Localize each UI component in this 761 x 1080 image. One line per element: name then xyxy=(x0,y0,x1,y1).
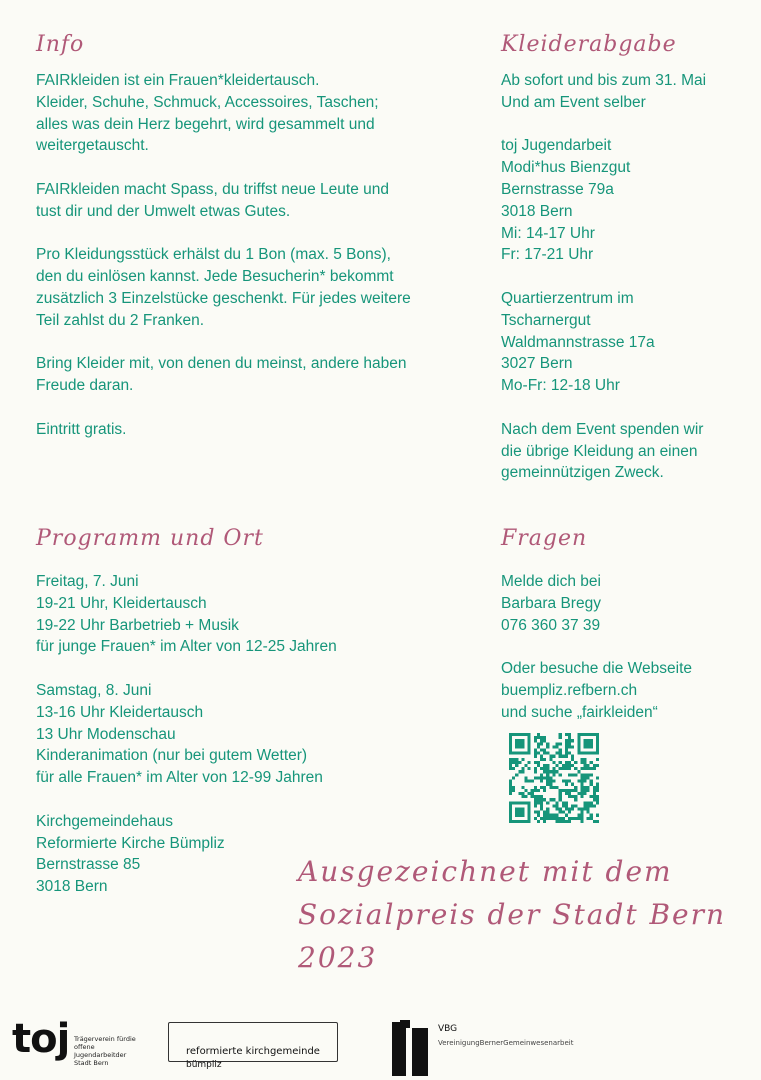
text-line: 076 360 37 39 xyxy=(501,616,601,634)
text-line: Oder besuche die Webseite xyxy=(501,660,692,678)
text-line xyxy=(501,114,706,136)
info-heading: Info xyxy=(36,32,85,57)
text-line xyxy=(36,658,337,680)
text-line: Sozialpreis der Stadt Bern xyxy=(298,898,727,931)
text-line: Fr: 17-21 Uhr xyxy=(501,246,594,264)
vbg-mark-icon xyxy=(392,1020,432,1076)
text-line: Barbara Bregy xyxy=(501,594,601,612)
text-line xyxy=(36,789,337,811)
toj-subtitle xyxy=(74,1035,142,1067)
text-line: Eintritt gratis. xyxy=(36,420,127,438)
text-line: Freude daran. xyxy=(36,377,134,395)
text-line: Tscharnergut xyxy=(501,311,591,329)
text-line xyxy=(36,157,411,179)
text-line: gemeinnützigen Zweck. xyxy=(501,464,664,482)
text-line: Kleider, Schuhe, Schmuck, Accessoires, Taschen; xyxy=(36,93,379,111)
text-line xyxy=(501,266,706,288)
text-line: die offene Jugendarbeit xyxy=(74,1035,136,1059)
text-line: die übrige Kleidung an einen xyxy=(501,442,698,460)
text-line: Berner xyxy=(479,1039,504,1047)
programm-heading: Programm und Ort xyxy=(36,526,264,551)
text-line: alles was dein Herz begehrt, wird gesammelt und xyxy=(36,115,375,133)
text-line: Ausgezeichnet mit dem xyxy=(298,855,673,888)
text-line xyxy=(501,397,706,419)
vbg-abbr: VBG xyxy=(438,1024,458,1034)
text-line xyxy=(501,636,692,658)
text-line: weitergetauscht. xyxy=(36,137,149,155)
text-line: 13-16 Uhr Kleidertausch xyxy=(36,703,204,721)
text-line: und suche „fairkleiden“ xyxy=(501,703,658,721)
text-line xyxy=(36,397,411,419)
toj-mark: toj xyxy=(12,1016,70,1062)
text-line: buempliz.refbern.ch xyxy=(501,681,638,699)
kleiderabgabe-heading: Kleiderabgabe xyxy=(501,32,677,57)
kirchgemeinde-place: bümpliz xyxy=(186,1060,222,1070)
text-line: Freitag, 7. Juni xyxy=(36,573,139,590)
text-line: tust dir und der Umwelt etwas Gutes. xyxy=(36,202,291,220)
text-line xyxy=(36,223,411,245)
text-line: Waldmannstrasse 17a xyxy=(501,333,655,351)
text-line xyxy=(36,332,411,354)
text-line: Bernstrasse 79a xyxy=(501,180,614,198)
text-line: Bernstrasse 85 xyxy=(36,856,141,874)
text-line: FAIRkleiden ist ein Frauen*kleidertausch. xyxy=(36,72,320,89)
text-line: Kinderanimation (nur bei gutem Wetter) xyxy=(36,747,308,765)
text-line: Nach dem Event spenden wir xyxy=(501,420,704,438)
fragen-text xyxy=(501,571,692,724)
text-line: toj Jugendarbeit xyxy=(501,137,612,155)
qr-code-icon[interactable] xyxy=(509,733,599,823)
text-line: Modi*hus Bienzgut xyxy=(501,159,631,177)
text-line: Melde dich bei xyxy=(501,573,601,590)
text-line: 13 Uhr Modenschau xyxy=(36,725,176,743)
text-line: 19-21 Uhr, Kleidertausch xyxy=(36,594,207,612)
text-line: Pro Kleidungsstück erhälst du 1 Bon (max. 5 Bons), xyxy=(36,246,391,264)
programm-text xyxy=(36,571,337,898)
text-line: 3018 Bern xyxy=(501,202,573,220)
kleiderabgabe-text xyxy=(501,70,706,484)
text-line: 3018 Bern xyxy=(36,878,108,896)
vbg-logo xyxy=(392,1020,574,1076)
text-line: Ab sofort und bis zum 31. Mai xyxy=(501,72,707,89)
text-line: den du einlösen kannst. Jede Besucherin* bekommt xyxy=(36,268,394,286)
text-line: Samstag, 8. Juni xyxy=(36,681,152,699)
info-text xyxy=(36,70,411,441)
kirchgemeinde-logo xyxy=(168,1022,338,1072)
text-line: 2023 xyxy=(298,941,378,974)
text-line: Quartierzentrum im xyxy=(501,289,634,307)
text-line: Reformierte Kirche Bümpliz xyxy=(36,834,225,852)
text-line: Kirchgemeindehaus xyxy=(36,812,174,830)
text-line: Teil zahlst du 2 Franken. xyxy=(36,311,205,329)
text-line: 19-22 Uhr Barbetrieb + Musik xyxy=(36,616,239,634)
text-line: Mi: 14-17 Uhr xyxy=(501,224,595,242)
award-text xyxy=(298,850,726,979)
text-line: Bring Kleider mit, von denen du meinst, andere haben xyxy=(36,355,407,373)
text-line: Trägerverein für xyxy=(74,1035,126,1043)
vbg-subtitle xyxy=(438,1039,573,1048)
text-line: Mo-Fr: 12-18 Uhr xyxy=(501,377,620,395)
text-line: der Stadt Bern xyxy=(74,1051,127,1067)
text-line: Vereinigung xyxy=(438,1039,480,1047)
text-line: 3027 Bern xyxy=(501,355,573,373)
text-line: für alle Frauen* im Alter von 12-99 Jahren xyxy=(36,769,323,787)
fragen-heading: Fragen xyxy=(501,526,588,551)
text-line: zusätzlich 3 Einzelstücke geschenkt. Für jedes weitere xyxy=(36,289,411,307)
kirchgemeinde-name: reformierte kirchgemeinde xyxy=(186,1046,320,1057)
text-line: FAIRkleiden macht Spass, du triffst neue Leute und xyxy=(36,180,389,198)
text-line: Gemeinwesenarbeit xyxy=(503,1039,574,1047)
text-line: für junge Frauen* im Alter von 12-25 Jahren xyxy=(36,638,337,656)
toj-logo xyxy=(12,1016,142,1074)
text-line: Und am Event selber xyxy=(501,93,646,111)
